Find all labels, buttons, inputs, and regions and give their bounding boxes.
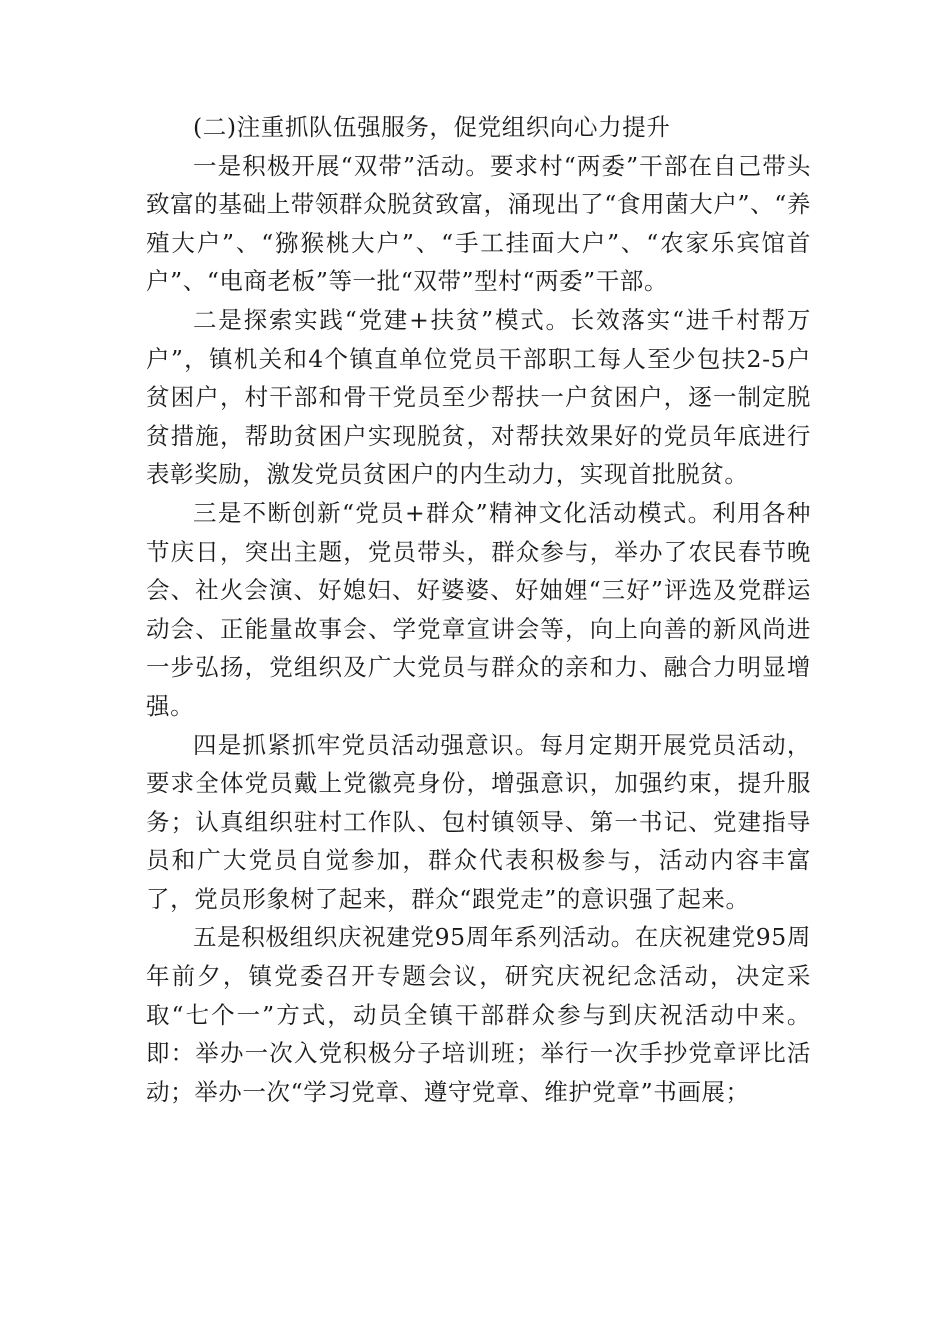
paragraph-member-activities: 四是抓紧抓牢党员活动强意识。每月定期开展党员活动，要求全体党员戴上党徽亮身份，增强意识，加强约束，提升服务；认真组织驻村工作队、包村镇领导、第一书记、党建指导员和广大党员自觉参加，群众代表积极参与，活动内容丰富了，党员形象树了起来，群众“跟党走”的意识强了起来。 <box>146 730 811 913</box>
document-body <box>146 108 811 1111</box>
paragraph-party-poverty: 二是探索实践“党建+扶贫”模式。长效落实“进千村帮万户”，镇机关和4个镇直单位党员干部职工每人至少包扶2-5户贫困户，村干部和骨干党员至少帮扶一户贫困户，逐一制定脱贫措施，帮助贫困户实现脱贫，对帮扶效果好的党员年底进行表彰奖励，激发党员贫困户的内生动力，实现首批脱贫。 <box>146 305 811 489</box>
paragraph-double-lead: 一是积极开展“双带”活动。要求村“两委”干部在自己带头致富的基础上带领群众脱贫致富，涌现出了“食用菌大户”、“养殖大户”、“猕猴桃大户”、“手工挂面大户”、“农家乐宾馆首户”、“电商老板”等一批“双带”型村“两委”干部。 <box>146 151 811 296</box>
paragraph-anniversary-activities: 五是积极组织庆祝建党95周年系列活动。在庆祝建党95周年前夕，镇党委召开专题会议，研究庆祝纪念活动，决定采取“七个一”方式，动员全镇干部群众参与到庆祝活动中来。即：举办一次入党积极分子培训班；举行一次手抄党章评比活动；举办一次“学习党章、遵守党章、维护党章”书画展； <box>146 923 811 1106</box>
section-heading: (二)注重抓队伍强服务，促党组织向心力提升 <box>193 113 671 141</box>
paragraph-party-masses-culture: 三是不断创新“党员+群众”精神文化活动模式。利用各种节庆日，突出主题，党员带头，群众参与，举办了农民春节晚会、社火会演、好媳妇、好婆婆、好妯娌“三好”评选及党群运动会、正能量故事会、学党章宣讲会等，向上向善的新风尚进一步弘扬，党组织及广大党员与群众的亲和力、融合力明显增强。 <box>146 498 811 720</box>
